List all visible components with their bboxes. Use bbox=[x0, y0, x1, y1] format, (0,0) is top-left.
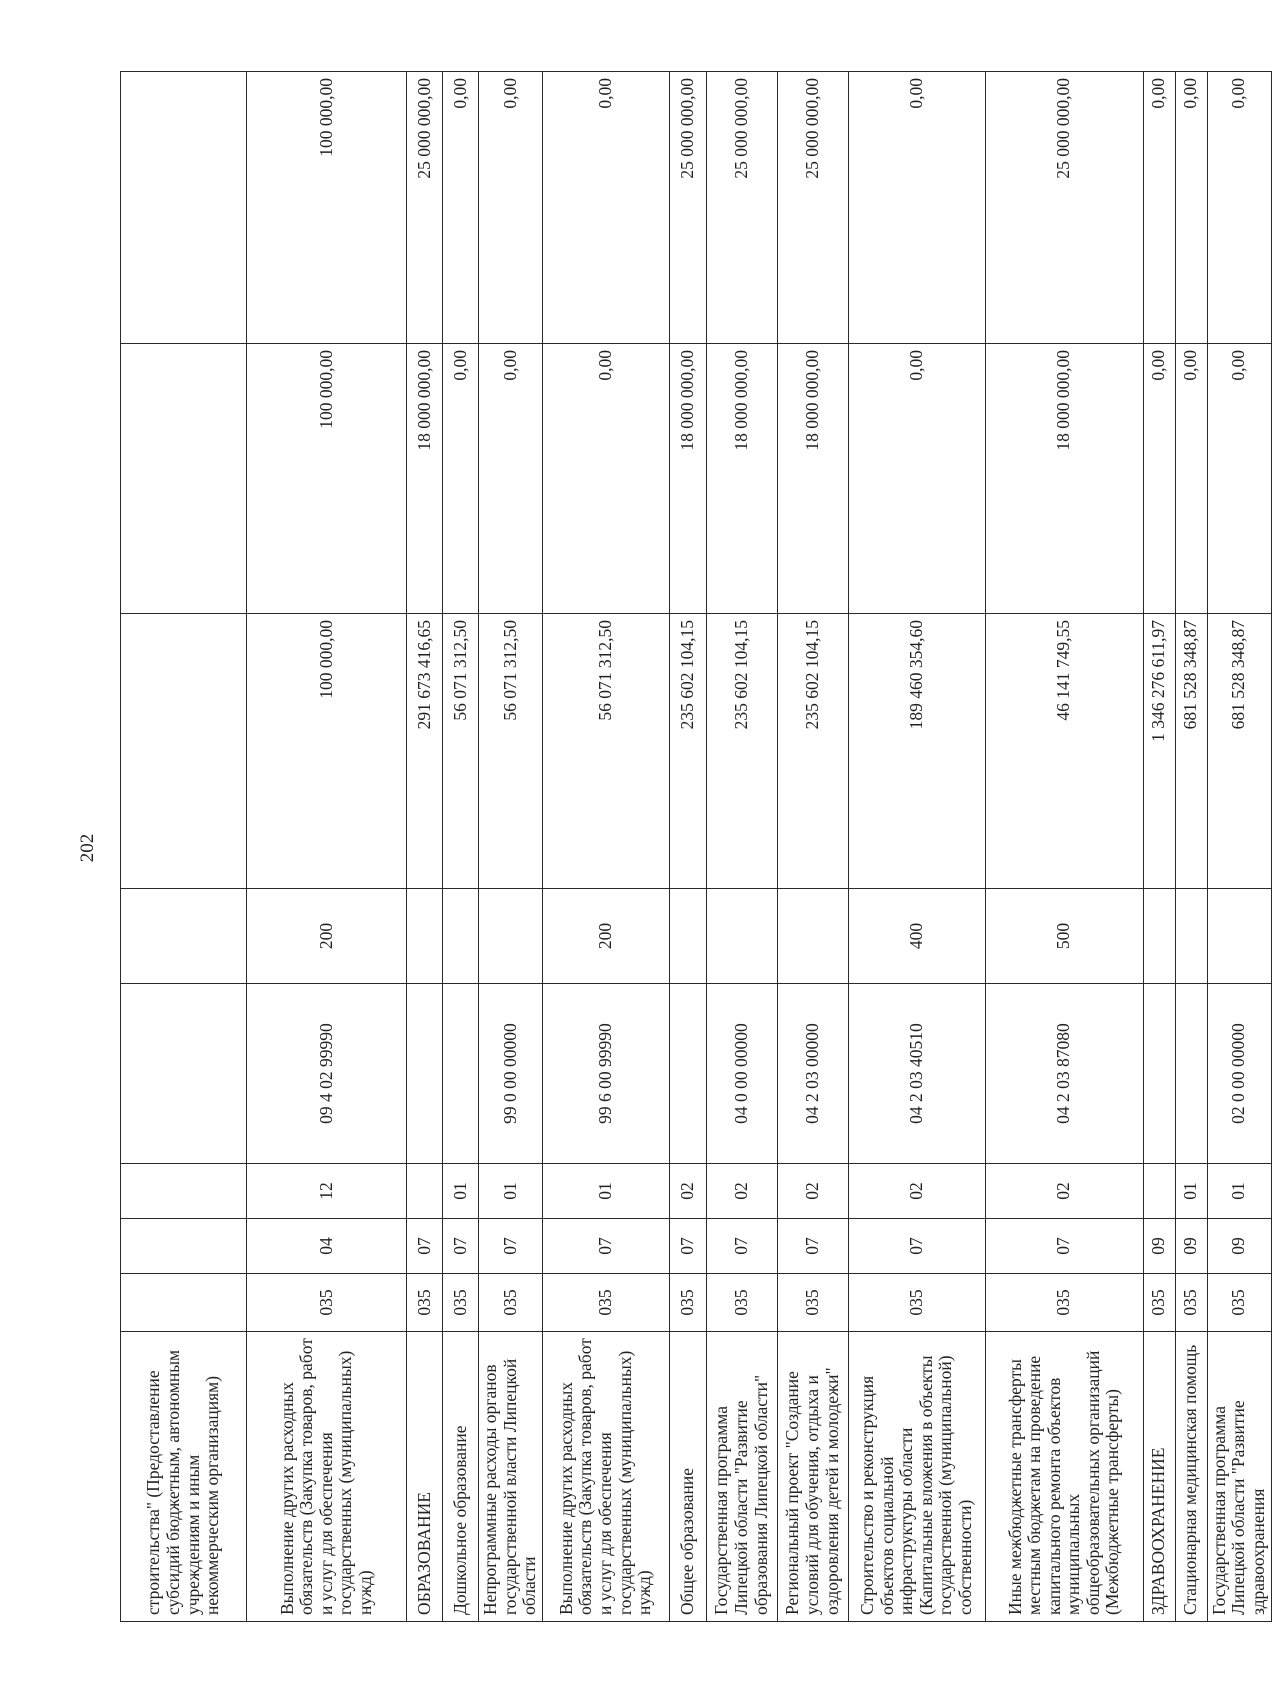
table-row bbox=[669, 72, 706, 1622]
amount-year-1-cell: 189 460 354,60 bbox=[848, 614, 985, 889]
expense-type-cell: 400 bbox=[848, 889, 985, 984]
amount-year-2-cell: 18 000 000,00 bbox=[985, 344, 1143, 614]
row-name-cell: Непрограммные расходы органов государственной власти Липецкой области bbox=[479, 1332, 543, 1622]
amount-year-1-cell: 56 071 312,50 bbox=[443, 614, 479, 889]
table-row bbox=[247, 72, 407, 1622]
admin-code-cell: 035 bbox=[407, 1274, 443, 1332]
subsection-code-cell: 01 bbox=[1207, 1164, 1271, 1219]
amount-year-2-cell bbox=[121, 344, 247, 614]
amount-year-2-cell: 0,00 bbox=[848, 344, 985, 614]
target-article-cell: 04 0 00 00000 bbox=[706, 984, 777, 1164]
row-name-cell: Иные межбюджетные трансферты местным бюджетам на проведение капитального ремонта объектов муниципальных общеобразовательных организаций (Межбюджетные трансферты) bbox=[985, 1332, 1143, 1622]
admin-code-cell: 035 bbox=[479, 1274, 543, 1332]
expense-type-cell bbox=[1175, 889, 1207, 984]
amount-year-1-cell: 681 528 348,87 bbox=[1175, 614, 1207, 889]
row-name-cell: Региональный проект "Создание условий для обучения, отдыха и оздоровления детей и молодежи" bbox=[777, 1332, 848, 1622]
amount-year-2-cell: 0,00 bbox=[542, 344, 669, 614]
subsection-code-cell bbox=[1143, 1164, 1175, 1219]
amount-year-2-cell: 0,00 bbox=[443, 344, 479, 614]
expense-type-cell: 500 bbox=[985, 889, 1143, 984]
amount-year-1-cell bbox=[121, 614, 247, 889]
amount-year-1-cell: 100 000,00 bbox=[247, 614, 407, 889]
amount-year-3-cell: 100 000,00 bbox=[247, 72, 407, 344]
amount-year-2-cell: 100 000,00 bbox=[247, 344, 407, 614]
target-article-cell bbox=[1143, 984, 1175, 1164]
row-name-cell: ЗДРАВООХРАНЕНИЕ bbox=[1143, 1332, 1175, 1622]
table-row bbox=[1143, 72, 1175, 1622]
expense-type-cell bbox=[706, 889, 777, 984]
section-code-cell: 07 bbox=[985, 1219, 1143, 1274]
subsection-code-cell: 02 bbox=[848, 1164, 985, 1219]
table-row bbox=[542, 72, 669, 1622]
amount-year-2-cell: 0,00 bbox=[1175, 344, 1207, 614]
budget-table bbox=[120, 71, 1272, 1622]
amount-year-2-cell: 0,00 bbox=[1143, 344, 1175, 614]
page-number: 202 bbox=[77, 833, 98, 863]
subsection-code-cell: 02 bbox=[985, 1164, 1143, 1219]
amount-year-1-cell: 235 602 104,15 bbox=[777, 614, 848, 889]
amount-year-2-cell: 0,00 bbox=[1207, 344, 1271, 614]
table-row bbox=[479, 72, 543, 1622]
subsection-code-cell: 01 bbox=[443, 1164, 479, 1219]
row-name-cell: Государственная программа Липецкой области "Развитие здравоохранения bbox=[1207, 1332, 1271, 1622]
admin-code-cell: 035 bbox=[1175, 1274, 1207, 1332]
admin-code-cell: 035 bbox=[1143, 1274, 1175, 1332]
subsection-code-cell bbox=[121, 1164, 247, 1219]
section-code-cell: 07 bbox=[669, 1219, 706, 1274]
target-article-cell: 99 0 00 00000 bbox=[479, 984, 543, 1164]
target-article-cell bbox=[407, 984, 443, 1164]
table-row bbox=[706, 72, 777, 1622]
subsection-code-cell bbox=[407, 1164, 443, 1219]
section-code-cell: 07 bbox=[407, 1219, 443, 1274]
section-code-cell: 07 bbox=[706, 1219, 777, 1274]
subsection-code-cell: 02 bbox=[669, 1164, 706, 1219]
row-name-cell: Стационарная медицинская помощь bbox=[1175, 1332, 1207, 1622]
amount-year-3-cell bbox=[121, 72, 247, 344]
target-article-cell: 02 0 00 00000 bbox=[1207, 984, 1271, 1164]
table-body bbox=[121, 72, 1272, 1622]
amount-year-1-cell: 46 141 749,55 bbox=[985, 614, 1143, 889]
rotated-page-content bbox=[120, 72, 1268, 1622]
amount-year-2-cell: 0,00 bbox=[479, 344, 543, 614]
target-article-cell bbox=[443, 984, 479, 1164]
target-article-cell bbox=[1175, 984, 1207, 1164]
amount-year-3-cell: 25 000 000,00 bbox=[777, 72, 848, 344]
amount-year-1-cell: 681 528 348,87 bbox=[1207, 614, 1271, 889]
amount-year-3-cell: 0,00 bbox=[1143, 72, 1175, 344]
row-name-cell: Выполнение других расходных обязательств (Закупка товаров, работ и услуг для обеспечения государственных (муниципальных) нужд) bbox=[247, 1332, 407, 1622]
expense-type-cell bbox=[407, 889, 443, 984]
section-code-cell: 07 bbox=[848, 1219, 985, 1274]
expense-type-cell bbox=[121, 889, 247, 984]
subsection-code-cell: 02 bbox=[777, 1164, 848, 1219]
row-name-cell: Строительство и реконструкция объектов социальной инфраструктуры области (Капитальные вложения в объекты государственной (муниципальной) собственности) bbox=[848, 1332, 985, 1622]
section-code-cell: 07 bbox=[777, 1219, 848, 1274]
expense-type-cell bbox=[669, 889, 706, 984]
admin-code-cell: 035 bbox=[848, 1274, 985, 1332]
section-code-cell: 09 bbox=[1207, 1219, 1271, 1274]
amount-year-1-cell: 235 602 104,15 bbox=[669, 614, 706, 889]
expense-type-cell bbox=[479, 889, 543, 984]
target-article-cell bbox=[669, 984, 706, 1164]
amount-year-2-cell: 18 000 000,00 bbox=[777, 344, 848, 614]
table-row bbox=[443, 72, 479, 1622]
table-row bbox=[407, 72, 443, 1622]
admin-code-cell: 035 bbox=[706, 1274, 777, 1332]
amount-year-2-cell: 18 000 000,00 bbox=[669, 344, 706, 614]
table-row bbox=[777, 72, 848, 1622]
section-code-cell: 07 bbox=[443, 1219, 479, 1274]
section-code-cell: 04 bbox=[247, 1219, 407, 1274]
expense-type-cell: 200 bbox=[247, 889, 407, 984]
amount-year-2-cell: 18 000 000,00 bbox=[706, 344, 777, 614]
amount-year-1-cell: 1 346 276 611,97 bbox=[1143, 614, 1175, 889]
expense-type-cell bbox=[1143, 889, 1175, 984]
admin-code-cell: 035 bbox=[1207, 1274, 1271, 1332]
subsection-code-cell: 01 bbox=[1175, 1164, 1207, 1219]
amount-year-3-cell: 0,00 bbox=[443, 72, 479, 344]
amount-year-3-cell: 0,00 bbox=[479, 72, 543, 344]
amount-year-3-cell: 25 000 000,00 bbox=[985, 72, 1143, 344]
table-row bbox=[1207, 72, 1271, 1622]
amount-year-1-cell: 291 673 416,65 bbox=[407, 614, 443, 889]
table-row bbox=[1175, 72, 1207, 1622]
expense-type-cell bbox=[777, 889, 848, 984]
table-row bbox=[848, 72, 985, 1622]
amount-year-3-cell: 25 000 000,00 bbox=[407, 72, 443, 344]
target-article-cell: 99 6 00 99990 bbox=[542, 984, 669, 1164]
amount-year-1-cell: 56 071 312,50 bbox=[479, 614, 543, 889]
target-article-cell: 09 4 02 99990 bbox=[247, 984, 407, 1164]
expense-type-cell: 200 bbox=[542, 889, 669, 984]
subsection-code-cell: 12 bbox=[247, 1164, 407, 1219]
amount-year-3-cell: 0,00 bbox=[1207, 72, 1271, 344]
row-name-cell: Общее образование bbox=[669, 1332, 706, 1622]
subsection-code-cell: 02 bbox=[706, 1164, 777, 1219]
admin-code-cell: 035 bbox=[443, 1274, 479, 1332]
section-code-cell bbox=[121, 1219, 247, 1274]
amount-year-1-cell: 235 602 104,15 bbox=[706, 614, 777, 889]
amount-year-2-cell: 18 000 000,00 bbox=[407, 344, 443, 614]
expense-type-cell bbox=[1207, 889, 1271, 984]
amount-year-1-cell: 56 071 312,50 bbox=[542, 614, 669, 889]
section-code-cell: 07 bbox=[542, 1219, 669, 1274]
amount-year-3-cell: 0,00 bbox=[542, 72, 669, 344]
row-name-cell: Дошкольное образование bbox=[443, 1332, 479, 1622]
amount-year-3-cell: 25 000 000,00 bbox=[669, 72, 706, 344]
section-code-cell: 09 bbox=[1143, 1219, 1175, 1274]
expense-type-cell bbox=[443, 889, 479, 984]
table-row bbox=[985, 72, 1143, 1622]
admin-code-cell: 035 bbox=[985, 1274, 1143, 1332]
subsection-code-cell: 01 bbox=[479, 1164, 543, 1219]
amount-year-3-cell: 0,00 bbox=[848, 72, 985, 344]
section-code-cell: 09 bbox=[1175, 1219, 1207, 1274]
admin-code-cell: 035 bbox=[247, 1274, 407, 1332]
row-name-cell: Выполнение других расходных обязательств (Закупка товаров, работ и услуг для обеспечения государственных (муниципальных) нужд) bbox=[542, 1332, 669, 1622]
amount-year-3-cell: 25 000 000,00 bbox=[706, 72, 777, 344]
amount-year-3-cell: 0,00 bbox=[1175, 72, 1207, 344]
target-article-cell: 04 2 03 87080 bbox=[985, 984, 1143, 1164]
table-row bbox=[121, 72, 247, 1622]
row-name-cell: строительства" (Предоставление субсидий бюджетным, автономным учреждениям и иным некоммерческим организациям) bbox=[121, 1332, 247, 1622]
admin-code-cell: 035 bbox=[542, 1274, 669, 1332]
target-article-cell: 04 2 03 40510 bbox=[848, 984, 985, 1164]
section-code-cell: 07 bbox=[479, 1219, 543, 1274]
target-article-cell: 04 2 03 00000 bbox=[777, 984, 848, 1164]
target-article-cell bbox=[121, 984, 247, 1164]
row-name-cell: Государственная программа Липецкой области "Развитие образования Липецкой области" bbox=[706, 1332, 777, 1622]
admin-code-cell: 035 bbox=[777, 1274, 848, 1332]
row-name-cell: ОБРАЗОВАНИЕ bbox=[407, 1332, 443, 1622]
admin-code-cell: 035 bbox=[669, 1274, 706, 1332]
admin-code-cell bbox=[121, 1274, 247, 1332]
subsection-code-cell: 01 bbox=[542, 1164, 669, 1219]
